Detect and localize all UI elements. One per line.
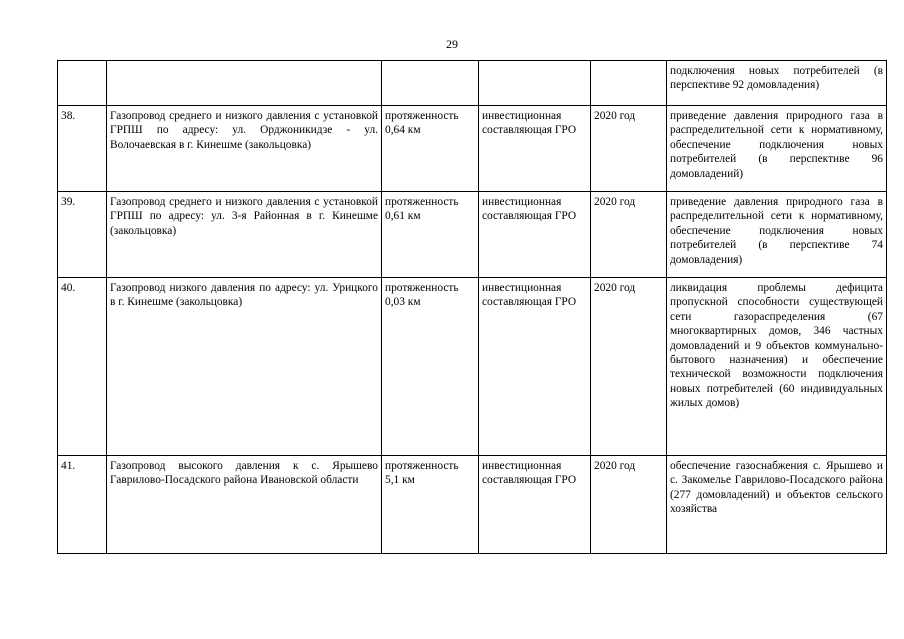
table-row-continuation — [58, 61, 887, 106]
table-row — [58, 456, 887, 554]
cell-num: 38. — [58, 106, 107, 192]
cell-length: протяженность 0,03 км — [382, 278, 479, 456]
page-number: 29 — [446, 37, 458, 51]
cell-result: приведение давления природного газа в распределительной сети к нормативному, обеспечение подключения новых потребителей (в перспективе 96 домовладений) — [667, 106, 887, 192]
projects-table — [57, 60, 887, 554]
cell-year: 2020 год — [591, 106, 667, 192]
cell-result: приведение давления природного газа в распределительной сети к нормативному, обеспечение подключения новых потребителей (в перспективе 74 домовладения) — [667, 192, 887, 278]
cell-length — [382, 61, 479, 106]
table-row — [58, 192, 887, 278]
cell-result: подключения новых потребителей (в перспективе 92 домовладения) — [667, 61, 887, 106]
cell-year: 2020 год — [591, 278, 667, 456]
table-row — [58, 106, 887, 192]
cell-source — [479, 61, 591, 106]
cell-source: инвестиционная составляющая ГРО — [479, 456, 591, 554]
cell-name: Газопровод среднего и низкого давления с установкой ГРПШ по адресу: ул. Орджоникидзе - ул. Волочаевская в г. Кинешме (закольцовка) — [107, 106, 382, 192]
cell-result: ликвидация проблемы дефицита пропускной способности существующей сети газораспределения (67 многоквартирных домов, 346 частных домовладений и 9 объектов коммунально-бытового назначения) и обеспечение технической возможности подключения новых потребителей (60 индивидуальных жилых домов) — [667, 278, 887, 456]
cell-name: Газопровод низкого давления по адресу: ул. Урицкого в г. Кинешме (закольцовка) — [107, 278, 382, 456]
cell-num — [58, 61, 107, 106]
cell-num: 39. — [58, 192, 107, 278]
cell-name — [107, 61, 382, 106]
cell-result: обеспечение газоснабжения с. Ярышево и с. Закомелье Гаврилово-Посадского района (277 домовладений) и объектов сельского хозяйства — [667, 456, 887, 554]
cell-num: 40. — [58, 278, 107, 456]
table-row — [58, 278, 887, 456]
cell-year — [591, 61, 667, 106]
cell-year: 2020 год — [591, 192, 667, 278]
cell-year: 2020 год — [591, 456, 667, 554]
cell-name: Газопровод высокого давления к с. Ярышево Гаврилово-Посадского района Ивановской области — [107, 456, 382, 554]
cell-source: инвестиционная составляющая ГРО — [479, 278, 591, 456]
cell-name: Газопровод среднего и низкого давления с установкой ГРПШ по адресу: ул. 3-я Районная в г. Кинешме (закольцовка) — [107, 192, 382, 278]
cell-num: 41. — [58, 456, 107, 554]
cell-source: инвестиционная составляющая ГРО — [479, 106, 591, 192]
cell-source: инвестиционная составляющая ГРО — [479, 192, 591, 278]
cell-length: протяженность 0,61 км — [382, 192, 479, 278]
cell-length: протяженность 0,64 км — [382, 106, 479, 192]
cell-length: протяженность 5,1 км — [382, 456, 479, 554]
